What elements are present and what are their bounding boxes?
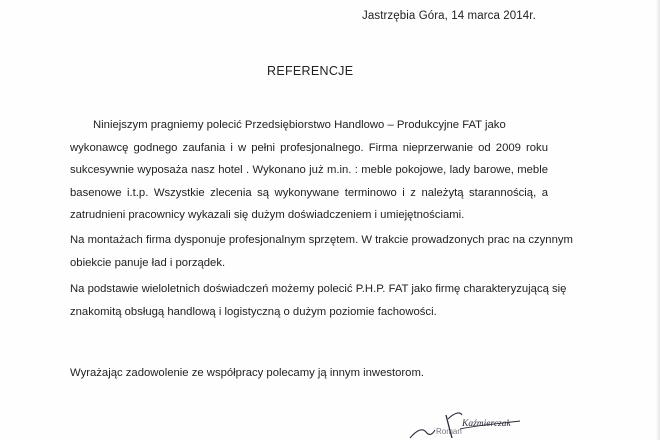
scan-edge-shadow bbox=[656, 0, 660, 440]
paragraph-equipment bbox=[70, 229, 573, 274]
paragraph-experience bbox=[70, 278, 567, 323]
signature-drawing bbox=[402, 405, 532, 440]
paragraph-line: Wyrażając zadowolenie ze współpracy polecamy ją innym inwestorom. bbox=[70, 367, 425, 379]
paragraph-line: basenowe i.t.p. Wszystkie zlecenia są wykonywane terminowo i z należytą starannością, a bbox=[70, 186, 548, 199]
paragraph-line: zatrudnieni pracownicy wykazali się dużym doświadczeniem i umiejętnościami. bbox=[70, 209, 465, 221]
paragraph-line: Niniejszym pragniemy polecić Przedsiębiorstwo Handlowo – Produkcyjne FAT jako bbox=[93, 119, 506, 131]
paragraph-line: znakomitą obsługą handlową i logistyczną o dużym poziomie fachowości. bbox=[70, 305, 437, 318]
paragraph-line: wykonawcę godnego zaufania i w pełni profesjonalnego. Firma nieprzerwanie od 2009 roku bbox=[70, 141, 548, 154]
paragraph-recommendation bbox=[70, 114, 548, 227]
paragraph-line: obiekcie panuje ład i porządek. bbox=[70, 256, 226, 269]
svg-text:Roman: Roman bbox=[436, 427, 462, 436]
paragraph-closing bbox=[70, 362, 548, 385]
letter-date: Jastrzębia Góra, 14 marca 2014r. bbox=[362, 10, 536, 22]
paragraph-line: sukcesywnie wyposaża nasz hotel . Wykonano już m.in. : meble pokojowe, lady barowe, meble bbox=[70, 164, 548, 176]
letter-title: REFERENCJE bbox=[267, 64, 354, 78]
handwritten-signature bbox=[402, 405, 532, 440]
svg-text:Kaźmierczak: Kaźmierczak bbox=[462, 419, 511, 429]
paragraph-line: Na podstawie wieloletnich doświadczeń możemy polecić P.H.P. FAT jako firmę charakteryzującą się bbox=[70, 283, 567, 295]
paragraph-line: Na montażach firma dysponuje profesjonalnym sprzętem. W trakcie prowadzonych prac na czynnym bbox=[70, 234, 573, 246]
